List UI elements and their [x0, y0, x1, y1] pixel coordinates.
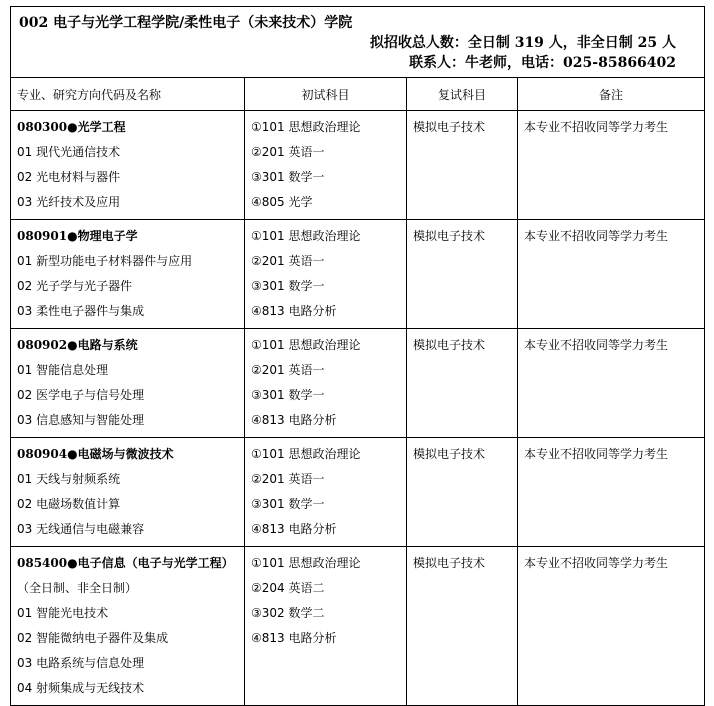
- column-header-row: [11, 78, 705, 111]
- retest-cell: [407, 329, 518, 438]
- header-cell: [11, 7, 705, 78]
- note-text: 本专业不招收同等学力考生: [524, 556, 669, 570]
- research-direction: 02 智能微纳电子器件及集成: [17, 631, 169, 645]
- header-row: [11, 7, 705, 78]
- exam-cell: [245, 438, 407, 547]
- research-direction: 03 信息感知与智能处理: [17, 413, 145, 427]
- retest-cell: [407, 111, 518, 220]
- retest-subject: 模拟电子技术: [413, 120, 486, 134]
- school-title: 002 电子与光学工程学院/柔性电子（未来技术）学院: [19, 15, 353, 31]
- exam-subject: ④813 电路分析: [251, 631, 337, 645]
- exam-subject: ①101 思想政治理论: [251, 120, 361, 134]
- note-text: 本专业不招收同等学力考生: [524, 447, 669, 461]
- note-cell: [518, 329, 705, 438]
- retest-subject: 模拟电子技术: [413, 229, 486, 243]
- major-row: [11, 547, 705, 706]
- research-direction: 01 新型功能电子材料器件与应用: [17, 254, 193, 268]
- note-text: 本专业不招收同等学力考生: [524, 120, 669, 134]
- exam-subject: ④805 光学: [251, 195, 313, 209]
- note-cell: [518, 547, 705, 706]
- retest-cell: [407, 547, 518, 706]
- column-header-retest: 复试科目: [407, 78, 518, 111]
- major-row: [11, 329, 705, 438]
- major-cell: [11, 329, 245, 438]
- note-text: 本专业不招收同等学力考生: [524, 229, 669, 243]
- retest-subject: 模拟电子技术: [413, 338, 486, 352]
- exam-cell: [245, 329, 407, 438]
- exam-subject: ②201 英语一: [251, 254, 325, 268]
- research-direction: 03 光纤技术及应用: [17, 195, 121, 209]
- exam-subject: ③301 数学一: [251, 388, 325, 402]
- exam-subject: ③301 数学一: [251, 170, 325, 184]
- exam-subject: ②201 英语一: [251, 363, 325, 377]
- exam-subject: ④813 电路分析: [251, 304, 337, 318]
- exam-subject: ①101 思想政治理论: [251, 338, 361, 352]
- retest-subject: 模拟电子技术: [413, 447, 486, 461]
- research-direction: 01 智能信息处理: [17, 363, 109, 377]
- exam-subject: ③302 数学二: [251, 606, 325, 620]
- major-row: [11, 111, 705, 220]
- major-cell: [11, 111, 245, 220]
- note-cell: [518, 220, 705, 329]
- major-cell: [11, 438, 245, 547]
- exam-subject: ②201 英语一: [251, 472, 325, 486]
- exam-subject: ①101 思想政治理论: [251, 447, 361, 461]
- research-direction: 02 医学电子与信号处理: [17, 388, 145, 402]
- major-cell: [11, 547, 245, 706]
- note-text: 本专业不招收同等学力考生: [524, 338, 669, 352]
- column-header-note: 备注: [518, 78, 705, 111]
- retest-subject: 模拟电子技术: [413, 556, 486, 570]
- exam-cell: [245, 220, 407, 329]
- major-subtitle: （全日制、非全日制）: [17, 581, 138, 595]
- admission-document: [10, 6, 704, 706]
- research-direction: 03 电路系统与信息处理: [17, 656, 145, 670]
- research-direction: 02 光子学与光子器件: [17, 279, 133, 293]
- exam-cell: [245, 111, 407, 220]
- major-title: 085400●电子信息（电子与光学工程）: [17, 556, 234, 570]
- research-direction: 02 电磁场数值计算: [17, 497, 121, 511]
- exam-subject: ③301 数学一: [251, 279, 325, 293]
- exam-subject: ②201 英语一: [251, 145, 325, 159]
- admission-table: [10, 6, 705, 706]
- major-cell: [11, 220, 245, 329]
- research-direction: 01 天线与射频系统: [17, 472, 121, 486]
- retest-cell: [407, 438, 518, 547]
- exam-subject: ③301 数学一: [251, 497, 325, 511]
- note-cell: [518, 438, 705, 547]
- major-title: 080902●电路与系统: [17, 338, 138, 352]
- research-direction: 02 光电材料与器件: [17, 170, 121, 184]
- major-row: [11, 220, 705, 329]
- research-direction: 01 智能光电技术: [17, 606, 109, 620]
- research-direction: 04 射频集成与无线技术: [17, 681, 145, 695]
- contact-info: 联系人：牛老师，电话：025-85866402: [409, 55, 677, 71]
- column-header-major: 专业、研究方向代码及名称: [11, 78, 245, 111]
- exam-subject: ②204 英语二: [251, 581, 325, 595]
- major-title: 080904●电磁场与微波技术: [17, 447, 174, 461]
- research-direction: 03 柔性电子器件与集成: [17, 304, 145, 318]
- note-cell: [518, 111, 705, 220]
- exam-cell: [245, 547, 407, 706]
- retest-cell: [407, 220, 518, 329]
- exam-subject: ④813 电路分析: [251, 413, 337, 427]
- major-title: 080901●物理电子学: [17, 229, 138, 243]
- exam-subject: ④813 电路分析: [251, 522, 337, 536]
- major-row: [11, 438, 705, 547]
- major-title: 080300●光学工程: [17, 120, 126, 134]
- exam-subject: ①101 思想政治理论: [251, 556, 361, 570]
- enrollment-info: 拟招收总人数：全日制 319 人，非全日制 25 人: [369, 35, 677, 51]
- exam-subject: ①101 思想政治理论: [251, 229, 361, 243]
- column-header-exam: 初试科目: [245, 78, 407, 111]
- research-direction: 03 无线通信与电磁兼容: [17, 522, 145, 536]
- research-direction: 01 现代光通信技术: [17, 145, 121, 159]
